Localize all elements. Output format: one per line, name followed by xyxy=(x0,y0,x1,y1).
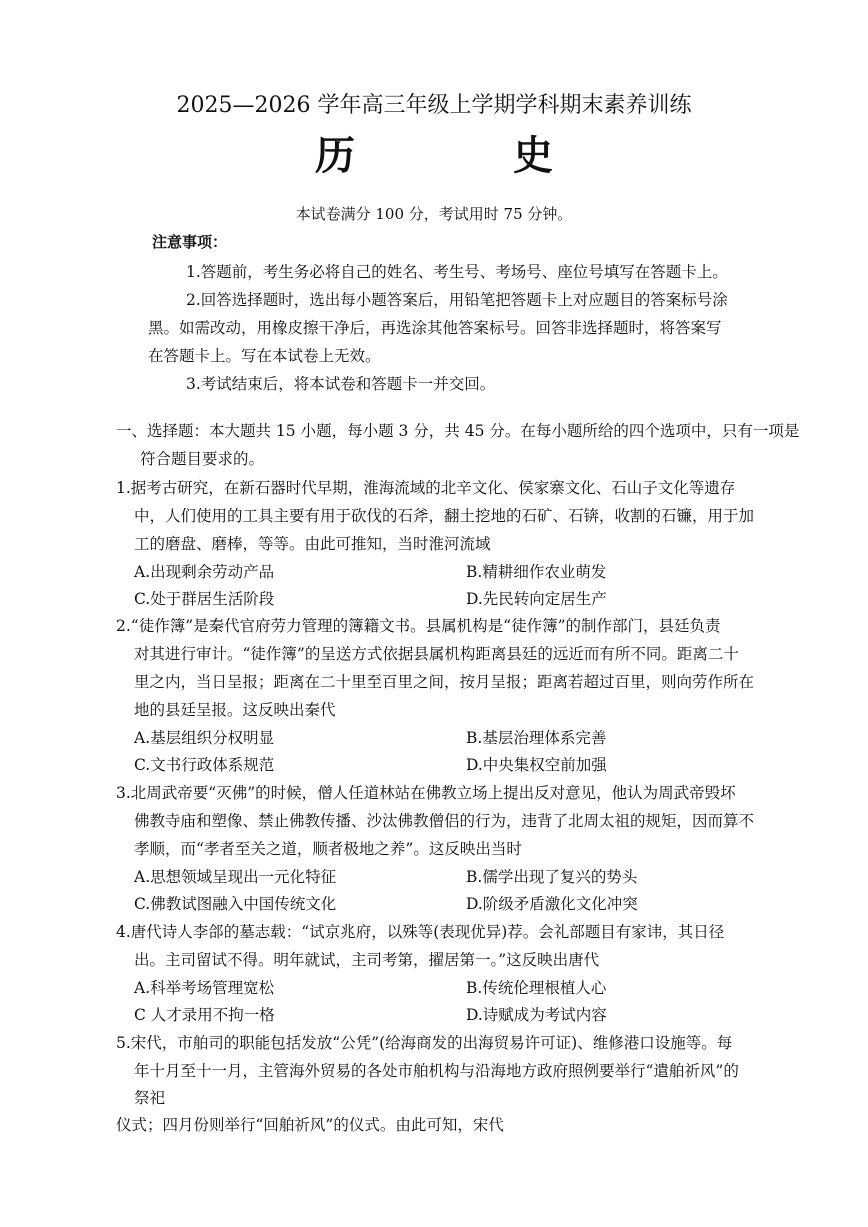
question-2-option-d: D.中央集权空前加强 xyxy=(466,756,607,774)
question-5-stem: 年十月至十一月，主管海外贸易的各处市舶机构与沿海地方政府照例要举行“遣舶祈风”的 xyxy=(134,1062,739,1080)
notice-line: 在答题卡上。写在本试卷上无效。 xyxy=(148,347,381,365)
question-1-option-d: D.先民转向定居生产 xyxy=(466,590,607,608)
question-2-stem: 对其进行审计。“徒作簿”的呈送方式依据县属机构距离县廷的远近而有所不同。距离二十 xyxy=(134,645,739,663)
question-4-option-b: B.传统伦理根植人心 xyxy=(466,979,607,997)
question-3-stem: 孝顺，而“孝者至关之道，顺者极地之养”。这反映出当时 xyxy=(134,840,522,858)
question-3-option-d: D.阶级矛盾激化文化冲突 xyxy=(466,895,638,913)
notice-line: 2.回答选择题时，选出每小题答案后，用铅笔把答题卡上对应题目的答案标号涂 xyxy=(186,291,728,309)
question-3-option-c: C.佛教试图融入中国传统文化 xyxy=(134,895,337,913)
notice-line: 3.考试结束后，将本试卷和答题卡一并交回。 xyxy=(186,375,496,393)
question-2-option-c: C.文书行政体系规范 xyxy=(134,756,275,774)
question-1-option-a: A.出现剩余劳动产品 xyxy=(134,563,275,581)
question-2-option-a: A.基层组织分权明显 xyxy=(134,729,275,747)
question-2-stem: 地的县廷呈报。这反映出秦代 xyxy=(134,701,336,719)
question-4-stem: 4.唐代诗人李郃的墓志载：“试京兆府，以殊等(表现优异)荐。会礼部题目有家讳，其日径 xyxy=(116,923,725,941)
question-2-option-b: B.基层治理体系完善 xyxy=(466,729,607,747)
section-instruction: 符合题目要求的。 xyxy=(140,450,265,468)
question-4-stem: 出。主司留试不得。明年就试，主司考第，擢居第一。”这反映出唐代 xyxy=(134,951,600,969)
question-1-option-c: C.处于群居生活阶段 xyxy=(134,590,275,608)
question-1-option-b: B.精耕细作农业萌发 xyxy=(466,563,607,581)
exam-title: 2025—2026 学年高三年级上学期学科期末素养训练 xyxy=(176,93,692,118)
notice-heading: 注意事项： xyxy=(152,233,228,251)
question-3-stem: 佛教寺庙和塑像、禁止佛教传播、沙汰佛教僧侣的行为，违背了北周太祖的规矩，因而算不 xyxy=(134,812,755,830)
question-5-stem: 仪式；四月份则举行“回舶祈风”的仪式。由此可知，宋代 xyxy=(116,1116,504,1134)
question-3-option-a: A.思想领域呈现出一元化特征 xyxy=(134,868,337,886)
question-5-stem: 祭祀 xyxy=(134,1089,166,1107)
section-instruction: 一、选择题：本大题共 15 小题，每小题 3 分，共 45 分。在每小题所给的四个选项中，只有一项是 xyxy=(116,422,800,440)
question-2-stem: 2.“徒作簿”是秦代官府劳力管理的簿籍文书。县属机构是“徒作簿”的制作部门，县廷负责 xyxy=(116,617,721,635)
question-3-option-b: B.儒学出现了复兴的势头 xyxy=(466,868,638,886)
question-4-option-d: D.诗赋成为考试内容 xyxy=(466,1006,607,1024)
question-1-stem: 工的磨盘、磨棒，等等。由此可推知，当时淮河流域 xyxy=(134,535,491,553)
question-4-option-c: C 人才录用不拘一格 xyxy=(134,1006,275,1024)
notice-line: 1.答题前，考生务必将自己的姓名、考生号、考场号、座位号填写在答题卡上。 xyxy=(186,263,728,281)
question-4-option-a: A.科举考场管理宽松 xyxy=(134,979,275,997)
subject-title: 历 史 xyxy=(315,132,625,179)
question-5-stem: 5.宋代，市舶司的职能包括发放“公凭”(给海商发的出海贸易许可证)、维修港口设施等。每 xyxy=(116,1034,733,1052)
question-1-stem: 中，人们使用的工具主要有用于砍伐的石斧，翻土挖地的石矿、石锛，收割的石镰，用于加 xyxy=(134,507,755,525)
score-info: 本试卷满分 100 分，考试用时 75 分钟。 xyxy=(295,205,573,223)
question-3-stem: 3.北周武帝要“灭佛”的时候，僧人任道林站在佛教立场上提出反对意见，他认为周武帝毁坏 xyxy=(116,784,736,802)
question-2-stem: 里之内，当日呈报；距离在二十里至百里之间，按月呈报；距离若超过百里，则向劳作所在 xyxy=(134,673,755,691)
question-1-stem: 1.据考古研究，在新石器时代早期，淮海流域的北辛文化、侯家寨文化、石山子文化等遗存 xyxy=(116,479,736,497)
notice-line: 黑。如需改动，用橡皮擦干净后，再选涂其他答案标号。回答非选择题时，将答案写 xyxy=(148,319,722,337)
